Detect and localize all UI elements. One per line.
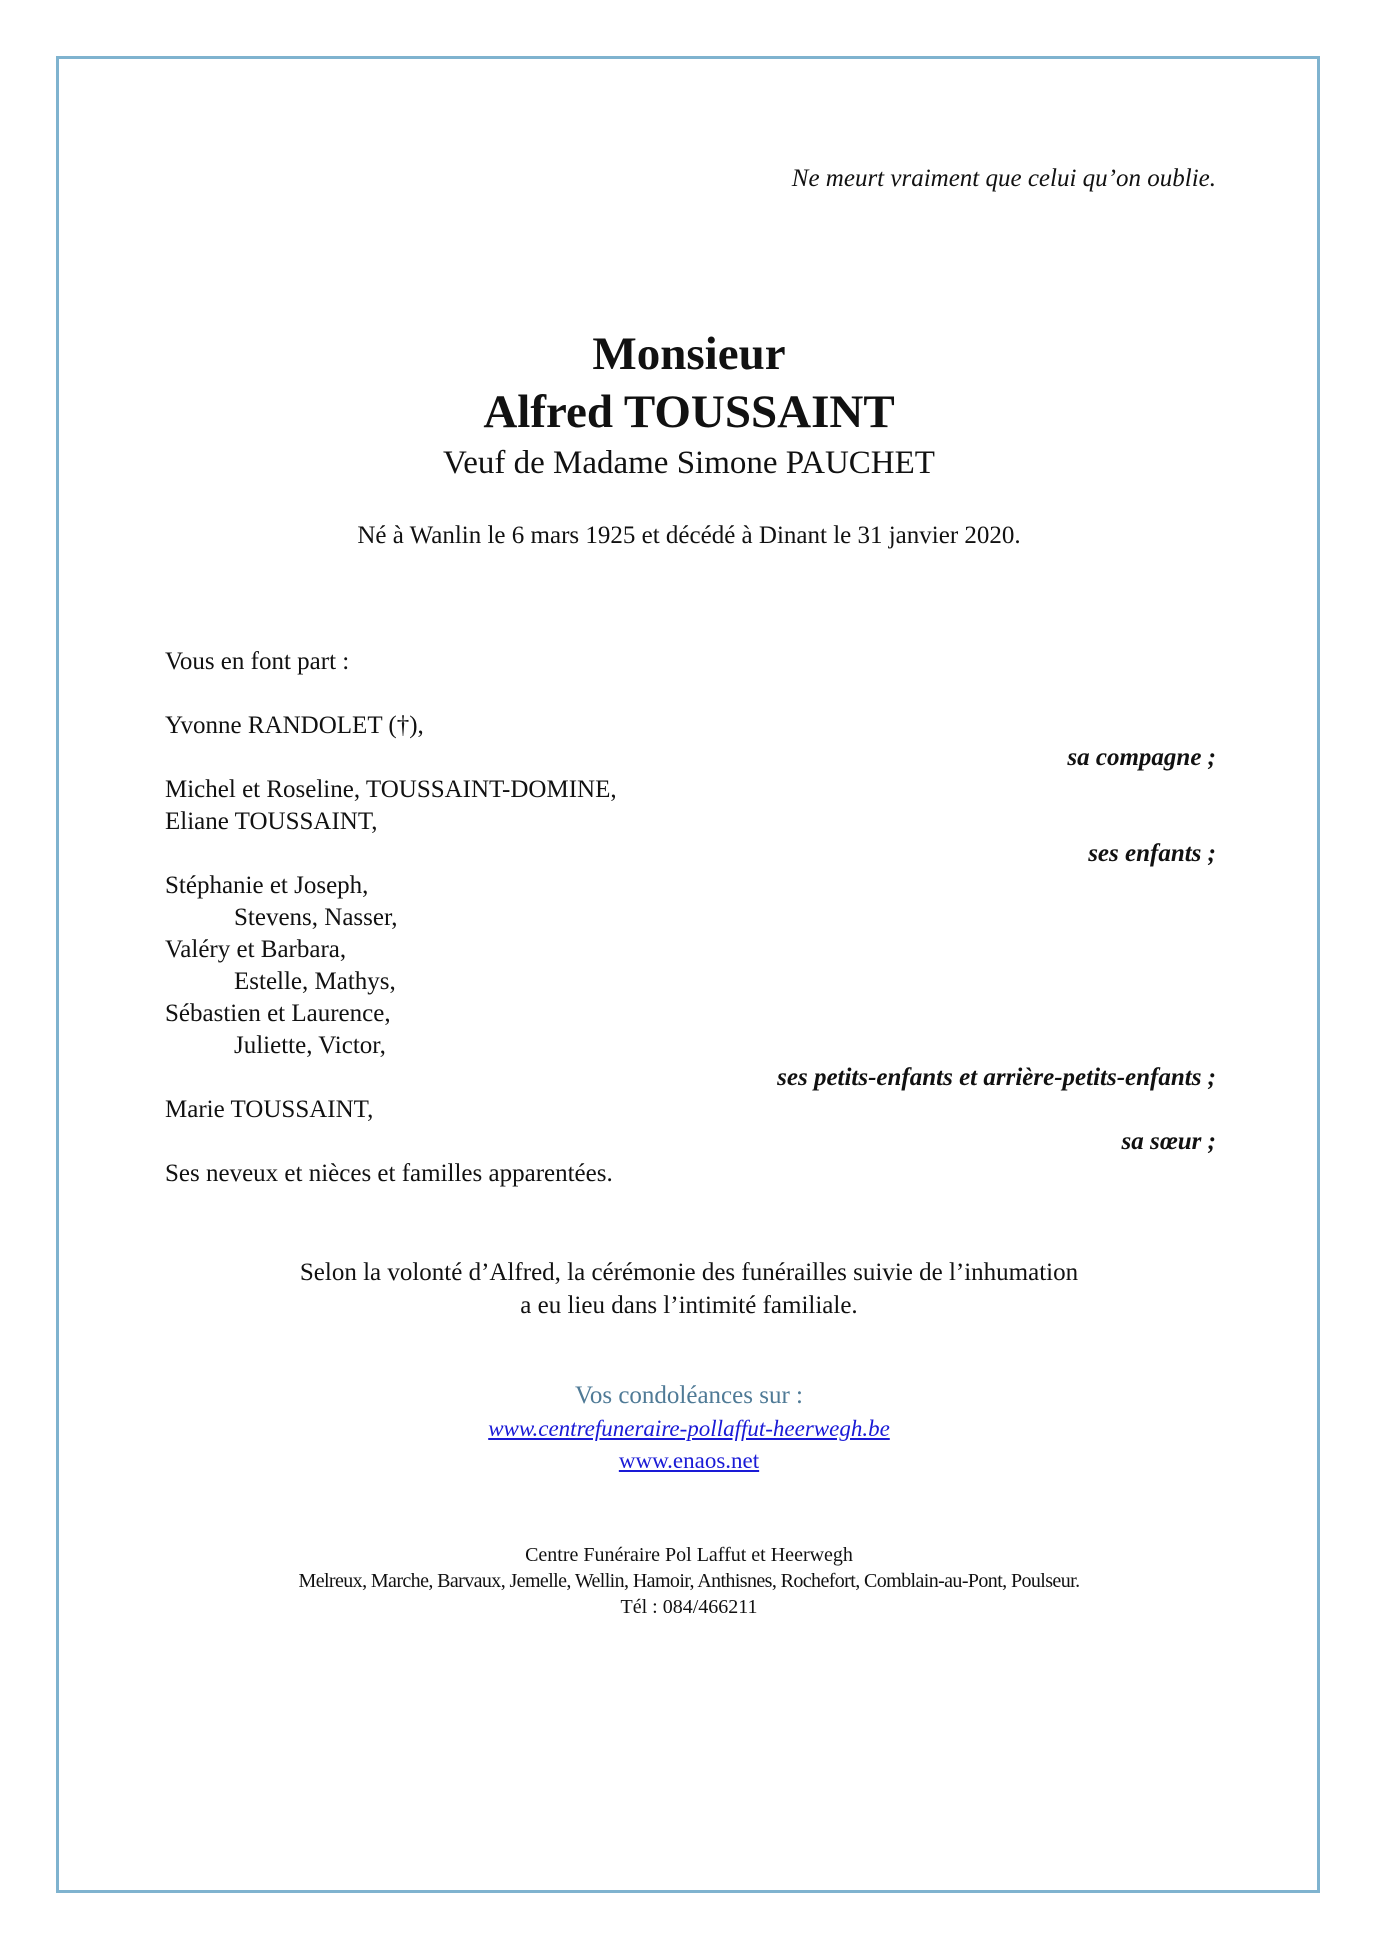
other-relatives: Ses neveux et nièces et familles apparentées. <box>165 1160 613 1187</box>
epigraph: Ne meurt vraiment que celui qu’on oublie. <box>791 165 1216 192</box>
announcement-intro: Vous en font part : <box>165 648 350 675</box>
funeral-company-name: Centre Funéraire Pol Laffut et Heerwegh <box>525 1544 853 1566</box>
great-grandchildren: Stevens, Nasser, <box>234 904 398 931</box>
deceased-spouse: Veuf de Madame Simone PAUCHET <box>443 445 935 481</box>
companion-name: Yvonne RANDOLET (†), <box>165 712 424 739</box>
sister-relation: sa sœur ; <box>1121 1128 1216 1155</box>
condolences-label: Vos condoléances sur : <box>575 1382 803 1409</box>
condolences-link-funeral-centre[interactable]: www.centrefuneraire-pollaffut-heerwegh.be <box>488 1416 890 1441</box>
companion-relation: sa compagne ; <box>1067 744 1216 771</box>
funeral-company-phone: Tél : 084/466211 <box>620 1596 758 1618</box>
children-relation: ses enfants ; <box>1088 840 1216 867</box>
grandchild-couple: Sébastien et Laurence, <box>165 1000 391 1027</box>
grandchild-couple: Stéphanie et Joseph, <box>165 872 369 899</box>
grandchildren-relation: ses petits-enfants et arrière-petits-enfants ; <box>777 1064 1216 1091</box>
grandchild-couple: Valéry et Barbara, <box>165 936 347 963</box>
great-grandchildren: Juliette, Victor, <box>234 1032 386 1059</box>
ceremony-line: a eu lieu dans l’intimité familiale. <box>520 1292 858 1319</box>
child-name: Eliane TOUSSAINT, <box>165 808 378 835</box>
deceased-name: Alfred TOUSSAINT <box>483 386 895 438</box>
birth-death-dates: Né à Wanlin le 6 mars 1925 et décédé à Dinant le 31 janvier 2020. <box>357 522 1021 549</box>
child-name: Michel et Roseline, TOUSSAINT-DOMINE, <box>165 776 617 803</box>
great-grandchildren: Estelle, Mathys, <box>234 968 396 995</box>
condolences-link-enaos[interactable]: www.enaos.net <box>618 1448 760 1473</box>
deceased-title: Monsieur <box>592 328 786 380</box>
ceremony-line: Selon la volonté d’Alfred, la cérémonie des funérailles suivie de l’inhumation <box>299 1259 1079 1286</box>
sister-name: Marie TOUSSAINT, <box>165 1096 374 1123</box>
funeral-company-locations: Melreux, Marche, Barvaux, Jemelle, Wellin, Hamoir, Anthisnes, Rochefort, Comblain-au-Pont, Poulseur. <box>298 1570 1080 1592</box>
